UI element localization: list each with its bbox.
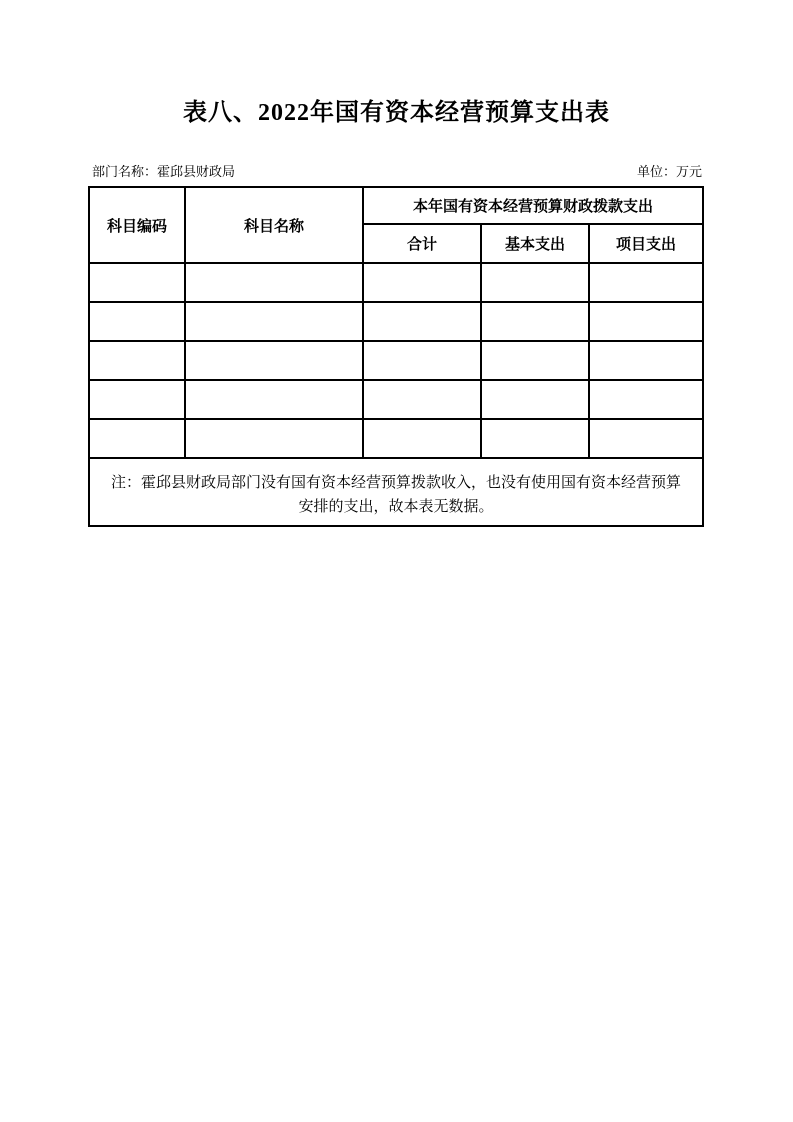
table-cell bbox=[89, 341, 185, 380]
table-cell bbox=[363, 419, 481, 458]
table-cell bbox=[481, 341, 589, 380]
header-row-1 bbox=[89, 187, 703, 224]
page-title: 表八、2022年国有资本经营预算支出表 bbox=[183, 100, 610, 126]
table-cell bbox=[185, 263, 363, 302]
table-row bbox=[89, 419, 703, 458]
table-cell bbox=[363, 263, 481, 302]
table-row bbox=[89, 263, 703, 302]
table-cell bbox=[589, 419, 703, 458]
unit-label: 单位：万元 bbox=[636, 164, 702, 179]
table-cell bbox=[185, 380, 363, 419]
table-header bbox=[89, 187, 703, 263]
table-cell bbox=[589, 263, 703, 302]
table-cell bbox=[363, 380, 481, 419]
header-subject-name: 科目名称 bbox=[185, 187, 363, 263]
header-total: 合计 bbox=[363, 224, 481, 263]
table-cell bbox=[363, 302, 481, 341]
table-row bbox=[89, 302, 703, 341]
meta-row bbox=[92, 161, 702, 180]
table-cell bbox=[589, 302, 703, 341]
note-row bbox=[89, 458, 703, 526]
department-label: 部门名称：霍邱县财政局 bbox=[92, 164, 236, 179]
note-line: 注：霍邱县财政局部门没有国有资本经营预算拨款收入，也没有使用国有资本经营预算 bbox=[110, 474, 681, 491]
table-cell bbox=[589, 380, 703, 419]
table-cell bbox=[185, 341, 363, 380]
table-cell bbox=[89, 419, 185, 458]
budget-table bbox=[88, 186, 704, 527]
table-cell bbox=[363, 341, 481, 380]
table-cell bbox=[589, 341, 703, 380]
table-cell bbox=[481, 263, 589, 302]
table-cell bbox=[185, 302, 363, 341]
table-cell bbox=[481, 380, 589, 419]
table-cell bbox=[481, 302, 589, 341]
header-project-expenditure: 项目支出 bbox=[589, 224, 703, 263]
table-body bbox=[89, 263, 703, 458]
header-basic-expenditure: 基本支出 bbox=[481, 224, 589, 263]
table-footer bbox=[89, 458, 703, 526]
table-cell bbox=[481, 419, 589, 458]
header-subject-code: 科目编码 bbox=[89, 187, 185, 263]
header-group-expenditure: 本年国有资本经营预算财政拨款支出 bbox=[363, 187, 703, 224]
note-line: 安排的支出，故本表无数据。 bbox=[298, 498, 494, 515]
table-cell bbox=[89, 380, 185, 419]
table-cell bbox=[89, 263, 185, 302]
table-row bbox=[89, 341, 703, 380]
table-cell bbox=[89, 302, 185, 341]
table-row bbox=[89, 380, 703, 419]
table-cell bbox=[185, 419, 363, 458]
note-cell bbox=[89, 458, 703, 526]
